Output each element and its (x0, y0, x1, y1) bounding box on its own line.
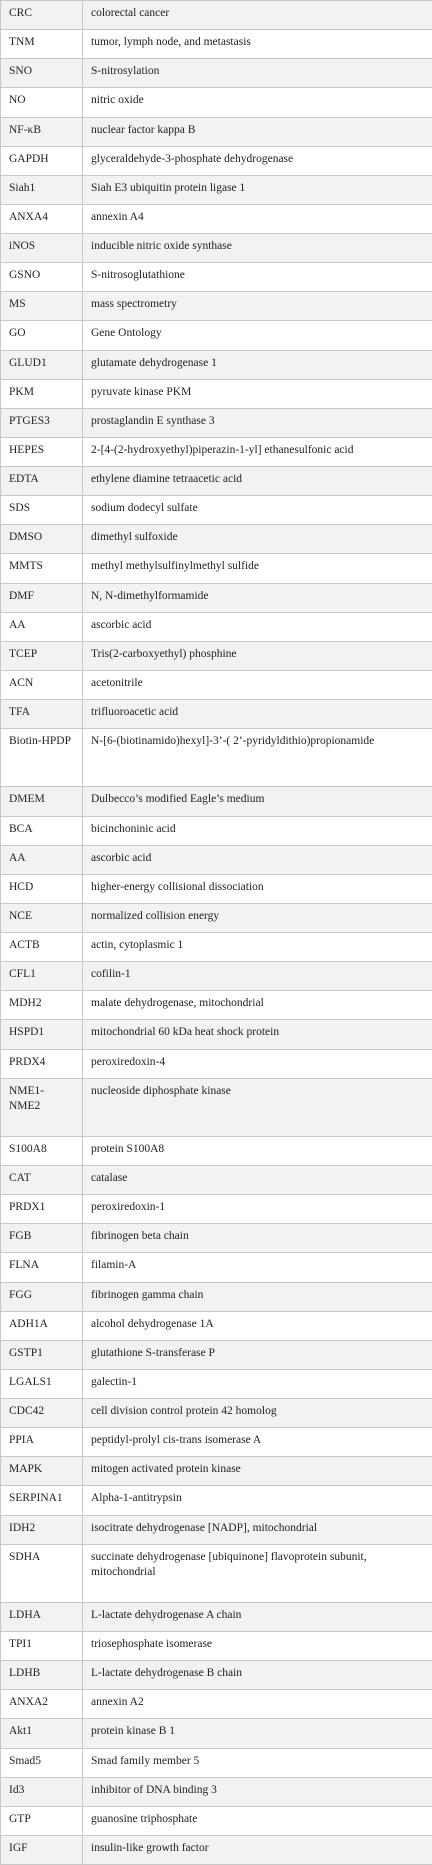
table-row (1, 146, 432, 175)
definition-cell: galectin-1 (83, 1369, 432, 1398)
abbreviation-cell: EDTA (1, 467, 83, 496)
abbreviation-cell: SDS (1, 496, 83, 525)
table-row (1, 437, 432, 466)
table-row (1, 1195, 432, 1224)
table-row (1, 1282, 432, 1311)
definition-cell: peroxiredoxin-1 (83, 1195, 432, 1224)
table-row (1, 874, 432, 903)
table-row (1, 263, 432, 292)
abbreviations-table-body (1, 1, 432, 1865)
table-row (1, 1399, 432, 1428)
definition-cell: Alpha-1-antitrypsin (83, 1486, 432, 1515)
definition-cell: L-lactate dehydrogenase B chain (83, 1661, 432, 1690)
table-row (1, 379, 432, 408)
definition-cell: cofilin-1 (83, 962, 432, 991)
abbreviation-cell: LDHA (1, 1602, 83, 1631)
abbreviation-cell: Akt1 (1, 1719, 83, 1748)
definition-cell: acetonitrile (83, 670, 432, 699)
abbreviation-cell: AA (1, 612, 83, 641)
definition-cell: Tris(2-carboxyethyl) phosphine (83, 641, 432, 670)
abbreviation-cell: PRDX4 (1, 1049, 83, 1078)
definition-cell: alcohol dehydrogenase 1A (83, 1311, 432, 1340)
table-row (1, 991, 432, 1020)
abbreviation-cell: SNO (1, 59, 83, 88)
table-row (1, 612, 432, 641)
abbreviation-cell: ACTB (1, 933, 83, 962)
definition-cell: mitochondrial 60 kDa heat shock protein (83, 1020, 432, 1049)
table-row (1, 641, 432, 670)
abbreviation-cell: iNOS (1, 234, 83, 263)
abbreviation-cell: LGALS1 (1, 1369, 83, 1398)
abbreviation-cell: IGF (1, 1835, 83, 1864)
abbreviation-cell: Siah1 (1, 175, 83, 204)
abbreviation-cell: GTP (1, 1806, 83, 1835)
definition-cell: peptidyl-prolyl cis-trans isomerase A (83, 1428, 432, 1457)
definition-cell: N, N-dimethylformamide (83, 583, 432, 612)
abbreviation-cell: Biotin-HPDP (1, 729, 83, 787)
table-row (1, 59, 432, 88)
abbreviation-cell: NCE (1, 903, 83, 932)
abbreviation-cell: ANXA2 (1, 1690, 83, 1719)
abbreviation-cell: CFL1 (1, 962, 83, 991)
abbreviation-cell: BCA (1, 816, 83, 845)
definition-cell: glyceraldehyde-3-phosphate dehydrogenase (83, 146, 432, 175)
table-row (1, 1661, 432, 1690)
abbreviation-cell: CAT (1, 1166, 83, 1195)
definition-cell: succinate dehydrogenase [ubiquinone] flavoprotein subunit, mitochondrial (83, 1544, 432, 1602)
abbreviation-cell: MAPK (1, 1457, 83, 1486)
abbreviation-cell: CRC (1, 1, 83, 30)
table-row (1, 845, 432, 874)
definition-cell: normalized collision energy (83, 903, 432, 932)
table-row (1, 1544, 432, 1602)
table-row (1, 292, 432, 321)
definition-cell: pyruvate kinase PKM (83, 379, 432, 408)
table-row (1, 1602, 432, 1631)
definition-cell: inducible nitric oxide synthase (83, 234, 432, 263)
definition-cell: triosephosphate isomerase (83, 1632, 432, 1661)
table-row (1, 1806, 432, 1835)
abbreviation-cell: NME1-NME2 (1, 1078, 83, 1136)
abbreviation-cell: GO (1, 321, 83, 350)
definition-cell: guanosine triphosphate (83, 1806, 432, 1835)
abbreviation-cell: HCD (1, 874, 83, 903)
abbreviation-cell: FGB (1, 1224, 83, 1253)
abbreviation-cell: AA (1, 845, 83, 874)
table-row (1, 1049, 432, 1078)
abbreviation-cell: PPIA (1, 1428, 83, 1457)
table-row (1, 234, 432, 263)
table-row (1, 30, 432, 59)
definition-cell: N-[6-(biotinamido)hexyl]-3’-( 2’-pyridyldithio)propionamide (83, 729, 432, 787)
definition-cell: malate dehydrogenase, mitochondrial (83, 991, 432, 1020)
abbreviation-cell: LDHB (1, 1661, 83, 1690)
abbreviation-cell: HSPD1 (1, 1020, 83, 1049)
table-row (1, 1224, 432, 1253)
abbreviation-cell: GSNO (1, 263, 83, 292)
definition-cell: ascorbic acid (83, 845, 432, 874)
definition-cell: dimethyl sulfoxide (83, 525, 432, 554)
table-row (1, 408, 432, 437)
definition-cell: trifluoroacetic acid (83, 700, 432, 729)
abbreviation-cell: TNM (1, 30, 83, 59)
definition-cell: 2-[4-(2-hydroxyethyl)piperazin-1-yl] ethanesulfonic acid (83, 437, 432, 466)
definition-cell: actin, cytoplasmic 1 (83, 933, 432, 962)
table-row (1, 88, 432, 117)
definition-cell: ethylene diamine tetraacetic acid (83, 467, 432, 496)
definition-cell: tumor, lymph node, and metastasis (83, 30, 432, 59)
table-row (1, 1253, 432, 1282)
definition-cell: mass spectrometry (83, 292, 432, 321)
table-row (1, 816, 432, 845)
table-row (1, 117, 432, 146)
table-row (1, 175, 432, 204)
definition-cell: Dulbecco’s modified Eagle’s medium (83, 787, 432, 816)
definition-cell: methyl methylsulfinylmethyl sulfide (83, 554, 432, 583)
table-row (1, 321, 432, 350)
abbreviation-cell: Id3 (1, 1777, 83, 1806)
definition-cell: protein S100A8 (83, 1136, 432, 1165)
table-row (1, 787, 432, 816)
abbreviation-cell: SDHA (1, 1544, 83, 1602)
definition-cell: nuclear factor kappa B (83, 117, 432, 146)
table-row (1, 496, 432, 525)
abbreviation-cell: S100A8 (1, 1136, 83, 1165)
table-row (1, 670, 432, 699)
definition-cell: prostaglandin E synthase 3 (83, 408, 432, 437)
table-row (1, 729, 432, 787)
definition-cell: catalase (83, 1166, 432, 1195)
table-row (1, 933, 432, 962)
table-row (1, 1690, 432, 1719)
table-row (1, 1020, 432, 1049)
abbreviation-cell: NF-κB (1, 117, 83, 146)
abbreviation-cell: TCEP (1, 641, 83, 670)
abbreviation-cell: CDC42 (1, 1399, 83, 1428)
table-row (1, 1, 432, 30)
abbreviation-cell: PRDX1 (1, 1195, 83, 1224)
abbreviation-cell: TPI1 (1, 1632, 83, 1661)
definition-cell: Gene Ontology (83, 321, 432, 350)
abbreviation-cell: GAPDH (1, 146, 83, 175)
definition-cell: peroxiredoxin-4 (83, 1049, 432, 1078)
abbreviation-cell: NO (1, 88, 83, 117)
definition-cell: L-lactate dehydrogenase A chain (83, 1602, 432, 1631)
table-row (1, 1748, 432, 1777)
table-row (1, 1835, 432, 1864)
definition-cell: S-nitrosoglutathione (83, 263, 432, 292)
table-row (1, 1457, 432, 1486)
definition-cell: isocitrate dehydrogenase [NADP], mitochondrial (83, 1515, 432, 1544)
definition-cell: fibrinogen gamma chain (83, 1282, 432, 1311)
table-row (1, 1632, 432, 1661)
definition-cell: ascorbic acid (83, 612, 432, 641)
abbreviation-cell: DMEM (1, 787, 83, 816)
definition-cell: inhibitor of DNA binding 3 (83, 1777, 432, 1806)
definition-cell: glutamate dehydrogenase 1 (83, 350, 432, 379)
table-row (1, 350, 432, 379)
definition-cell: protein kinase B 1 (83, 1719, 432, 1748)
definition-cell: Siah E3 ubiquitin protein ligase 1 (83, 175, 432, 204)
definition-cell: Smad family member 5 (83, 1748, 432, 1777)
definition-cell: insulin-like growth factor (83, 1835, 432, 1864)
definition-cell: filamin-A (83, 1253, 432, 1282)
abbreviation-cell: GLUD1 (1, 350, 83, 379)
abbreviation-cell: MMTS (1, 554, 83, 583)
table-row (1, 1777, 432, 1806)
definition-cell: annexin A2 (83, 1690, 432, 1719)
abbreviation-cell: ACN (1, 670, 83, 699)
table-row (1, 525, 432, 554)
definition-cell: fibrinogen beta chain (83, 1224, 432, 1253)
abbreviation-cell: SERPINA1 (1, 1486, 83, 1515)
abbreviation-cell: GSTP1 (1, 1340, 83, 1369)
abbreviation-cell: MS (1, 292, 83, 321)
definition-cell: S-nitrosylation (83, 59, 432, 88)
table-row (1, 1719, 432, 1748)
definition-cell: higher-energy collisional dissociation (83, 874, 432, 903)
table-row (1, 700, 432, 729)
abbreviation-cell: PKM (1, 379, 83, 408)
table-row (1, 1428, 432, 1457)
definition-cell: mitogen activated protein kinase (83, 1457, 432, 1486)
table-row (1, 1515, 432, 1544)
table-row (1, 962, 432, 991)
table-row (1, 1136, 432, 1165)
definition-cell: nitric oxide (83, 88, 432, 117)
abbreviation-cell: Smad5 (1, 1748, 83, 1777)
definition-cell: annexin A4 (83, 204, 432, 233)
table-row (1, 583, 432, 612)
table-row (1, 1340, 432, 1369)
definition-cell: glutathione S-transferase P (83, 1340, 432, 1369)
definition-cell: nucleoside diphosphate kinase (83, 1078, 432, 1136)
table-row (1, 1369, 432, 1398)
table-row (1, 1166, 432, 1195)
abbreviation-cell: ADH1A (1, 1311, 83, 1340)
definition-cell: cell division control protein 42 homolog (83, 1399, 432, 1428)
abbreviation-cell: TFA (1, 700, 83, 729)
abbreviation-cell: FLNA (1, 1253, 83, 1282)
table-row (1, 1078, 432, 1136)
abbreviation-cell: PTGES3 (1, 408, 83, 437)
table-row (1, 554, 432, 583)
table-row (1, 1486, 432, 1515)
abbreviation-cell: ANXA4 (1, 204, 83, 233)
table-row (1, 204, 432, 233)
definition-cell: colorectal cancer (83, 1, 432, 30)
table-row (1, 1311, 432, 1340)
abbreviation-cell: HEPES (1, 437, 83, 466)
abbreviation-cell: DMSO (1, 525, 83, 554)
definition-cell: bicinchoninic acid (83, 816, 432, 845)
definition-cell: sodium dodecyl sulfate (83, 496, 432, 525)
abbreviation-cell: FGG (1, 1282, 83, 1311)
abbreviation-cell: DMF (1, 583, 83, 612)
abbreviation-cell: MDH2 (1, 991, 83, 1020)
abbreviation-cell: IDH2 (1, 1515, 83, 1544)
table-row (1, 903, 432, 932)
table-row (1, 467, 432, 496)
